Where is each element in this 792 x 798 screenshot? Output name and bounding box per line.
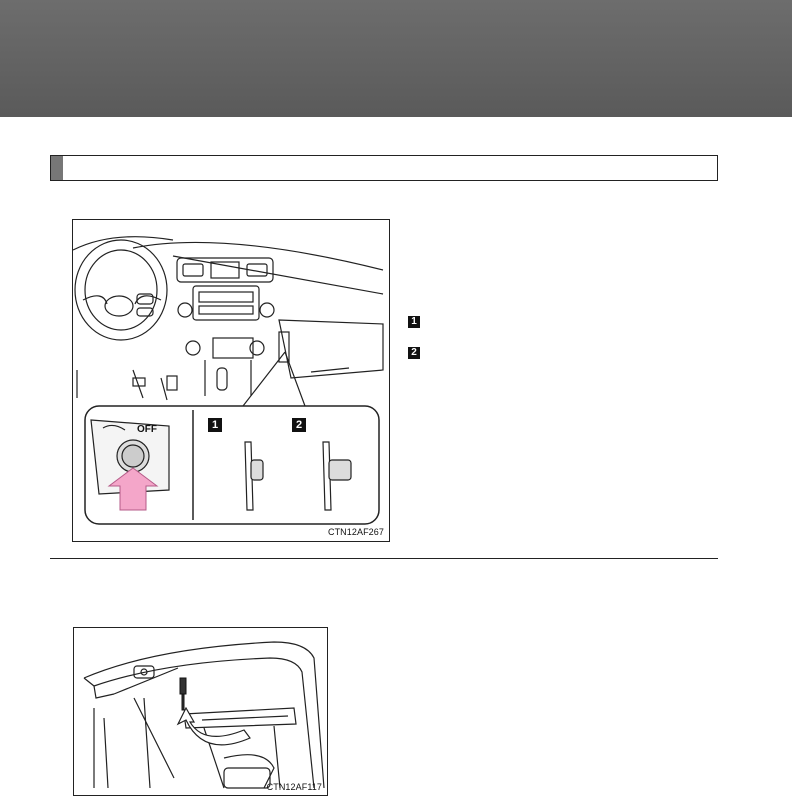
figure-code: CTN12AF267 xyxy=(327,527,384,537)
inset-label-1: 1 xyxy=(208,418,222,432)
dashboard-illustration xyxy=(72,219,390,542)
switch-off-label: OFF xyxy=(137,424,157,435)
tailgate-illustration xyxy=(73,627,328,796)
steering-wheel-rim xyxy=(75,240,167,340)
page-header-band xyxy=(0,0,792,117)
tailgate-drawing xyxy=(74,628,327,795)
steering-hub xyxy=(105,296,133,316)
figure-code-2: CTN12AF117 xyxy=(266,782,322,792)
inset-label-2: 2 xyxy=(292,418,306,432)
section-divider xyxy=(50,558,718,559)
section-title-bar xyxy=(50,155,718,181)
legend-badge-2: 2 xyxy=(408,347,420,359)
legend-badge-1: 1 xyxy=(408,316,420,328)
tailgate-outline xyxy=(84,642,324,788)
dashboard-drawing xyxy=(73,220,389,541)
section-bar-tab xyxy=(51,156,63,180)
